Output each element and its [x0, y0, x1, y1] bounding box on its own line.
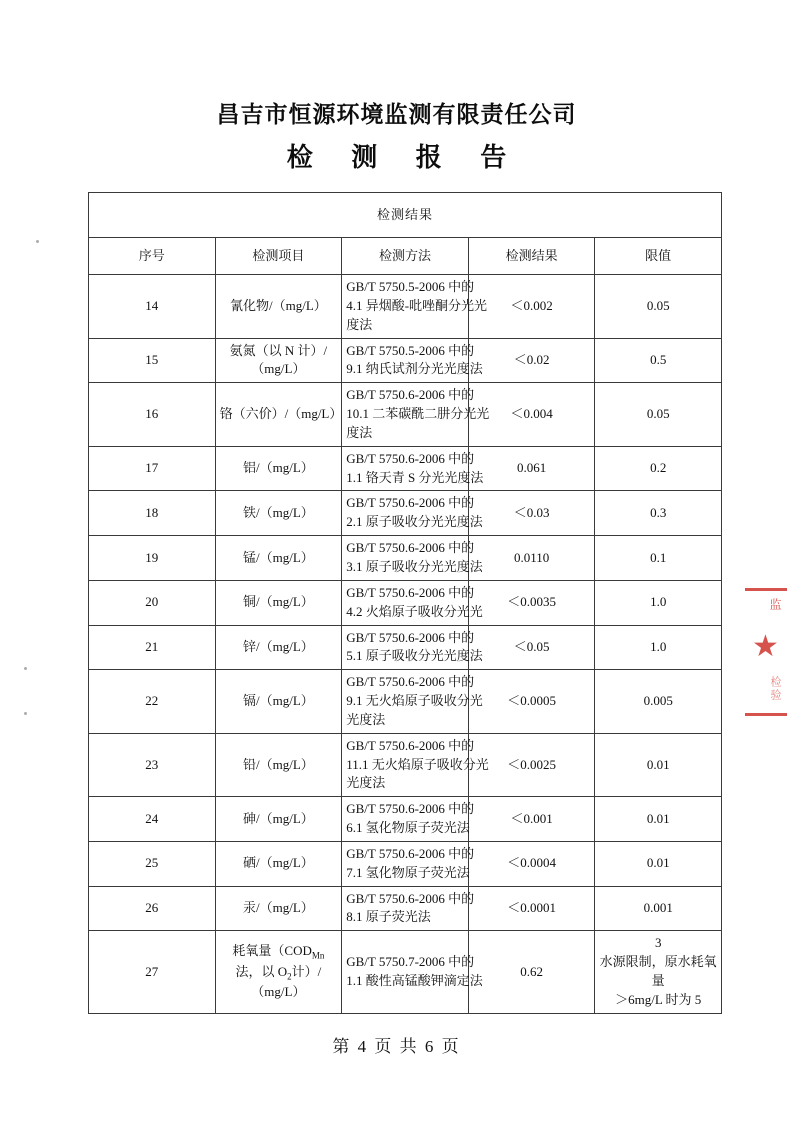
cell-result: 0.061: [468, 446, 595, 491]
table-row: [89, 580, 722, 625]
cell-method: [342, 580, 483, 625]
cell-no: 17: [89, 446, 216, 491]
cell-method: [342, 797, 475, 842]
cell-method: [342, 733, 489, 797]
report-title: 检 测 报 告: [286, 143, 523, 172]
method-line: GB/T 5750.6-2006 中的: [346, 845, 475, 861]
column-header-item: 检测项目: [215, 238, 342, 275]
method-line: 度法: [346, 424, 373, 440]
cell-limit: 1.0: [595, 625, 722, 670]
table-row: [89, 446, 722, 491]
limit-line: 量: [651, 973, 665, 988]
method-line: 4.2 火焰原子吸收分光光: [346, 603, 483, 619]
table-row: [89, 536, 722, 581]
table-caption: 检测结果: [89, 193, 722, 238]
cell-item: 耗氧量（$COD_{Mn}$法，以 $O_2$计）/（mg/L）: [215, 931, 342, 1013]
seal-text-bottom: 检验: [769, 676, 781, 702]
company-title: 昌吉市恒源环境监测有限责任公司: [216, 102, 577, 127]
cell-no: 21: [89, 625, 216, 670]
cell-item: 硒/（mg/L）: [215, 841, 342, 886]
table-row: [89, 338, 722, 383]
cell-no: 20: [89, 580, 216, 625]
seal-text-top: 监: [768, 598, 782, 613]
method-line: 7.1 氢化物原子荧光法: [346, 864, 470, 880]
method-line: 光度法: [346, 711, 386, 727]
method-line: GB/T 5750.5-2006 中的: [346, 279, 475, 294]
method-line: 9.1 纳氏试剂分光光度法: [346, 361, 483, 377]
table-row: [89, 383, 722, 447]
method-line: 度法: [346, 316, 373, 332]
cell-method: [342, 670, 483, 734]
method-line: GB/T 5750.6-2006 中的: [346, 674, 475, 690]
cell-method: [342, 625, 483, 670]
cell-result: ＜0.05: [468, 625, 595, 670]
cell-item: 氨氮（以 N 计）/（mg/L）: [215, 338, 342, 383]
table-row: [89, 797, 722, 842]
cell-method: [342, 841, 475, 886]
table-row: [89, 886, 722, 931]
cell-result: ＜0.0004: [468, 841, 595, 886]
cell-result: ＜0.0001: [468, 886, 595, 931]
test-results-table: [88, 192, 722, 1014]
column-header-limit: 限值: [595, 238, 722, 275]
method-line: GB/T 5750.6-2006 中的: [346, 387, 475, 403]
table-row: [89, 733, 722, 797]
seal-bar-bottom: [745, 713, 787, 716]
cell-limit: 0.001: [595, 886, 722, 931]
cell-no: 25: [89, 841, 216, 886]
cell-limit: 0.05: [595, 383, 722, 447]
cell-method: [342, 886, 475, 931]
cell-limit: 0.01: [595, 733, 722, 797]
table-row: [89, 491, 722, 536]
cell-result: ＜0.02: [468, 338, 595, 383]
table-row: [89, 275, 722, 339]
cell-no: 14: [89, 275, 216, 339]
cell-result: ＜0.001: [468, 797, 595, 842]
cell-no: 19: [89, 536, 216, 581]
table-row: [89, 670, 722, 734]
method-line: GB/T 5750.6-2006 中的: [346, 737, 475, 753]
method-line: 3.1 原子吸收分光光度法: [346, 558, 483, 574]
method-line: GB/T 5750.6-2006 中的: [346, 584, 475, 600]
official-seal: 监 ★ 检验: [745, 588, 791, 716]
cell-method: [342, 383, 490, 447]
method-line: GB/T 5750.5-2006 中的: [346, 342, 475, 358]
scan-artifact-dot: [36, 240, 39, 243]
method-line: GB/T 5750.6-2006 中的: [346, 801, 475, 817]
cell-item: 铁/（mg/L）: [215, 491, 342, 536]
method-line: GB/T 5750.6-2006 中的: [346, 890, 475, 906]
cell-item: 氰化物/（mg/L）: [215, 275, 342, 339]
table-header-row: [89, 238, 722, 275]
method-line: GB/T 5750.6-2006 中的: [346, 495, 475, 511]
method-line: 8.1 原子荧光法: [346, 909, 431, 925]
cell-limit: [595, 931, 722, 1013]
table-row: [89, 931, 722, 1013]
cell-limit: 0.005: [595, 670, 722, 734]
cell-no: 18: [89, 491, 216, 536]
cell-item: 铜/（mg/L）: [215, 580, 342, 625]
method-line: 10.1 二苯碳酰二肼分光光: [346, 406, 490, 422]
method-line: GB/T 5750.6-2006 中的: [346, 540, 475, 556]
cell-item: 铝/（mg/L）: [215, 446, 342, 491]
cell-no: 15: [89, 338, 216, 383]
cell-limit: 0.1: [595, 536, 722, 581]
method-line: 6.1 氢化物原子荧光法: [346, 820, 470, 836]
cell-no: 26: [89, 886, 216, 931]
cell-limit: 0.2: [595, 446, 722, 491]
cell-limit: 0.01: [595, 841, 722, 886]
cell-method: [342, 338, 483, 383]
table-row: [89, 841, 722, 886]
cell-item: 锰/（mg/L）: [215, 536, 342, 581]
column-header-no: 序号: [89, 238, 216, 275]
cell-method: [342, 275, 488, 339]
method-line: 1.1 铬天青 S 分光光度法: [346, 469, 484, 485]
seal-bar-top: [745, 588, 787, 591]
limit-line: 3: [654, 935, 662, 951]
method-line: GB/T 5750.7-2006 中的: [346, 954, 475, 970]
method-line: 9.1 无火焰原子吸收分光: [346, 693, 483, 709]
page-footer: 第 4 页 共 6 页: [332, 1037, 461, 1056]
cell-limit: 1.0: [595, 580, 722, 625]
cell-item: 砷/（mg/L）: [215, 797, 342, 842]
method-line: 11.1 无火焰原子吸收分光: [346, 756, 489, 772]
method-line: 1.1 酸性高锰酸钾滴定法: [346, 973, 483, 988]
scan-artifact-dot: [24, 712, 27, 715]
column-header-method: 检测方法: [342, 238, 469, 275]
cell-result: ＜0.0035: [468, 580, 595, 625]
column-header-result: 检测结果: [468, 238, 595, 275]
limit-line: ＞6mg/L 时为 5: [615, 991, 702, 1007]
cell-limit: 0.5: [595, 338, 722, 383]
cell-result: ＜0.004: [468, 383, 595, 447]
cell-result: ＜0.002: [468, 275, 595, 339]
cell-method: [342, 931, 483, 1013]
method-line: 4.1 异烟酸-吡唑酮分光光: [346, 297, 488, 313]
table-caption-row: [89, 193, 722, 238]
method-line: 2.1 原子吸收分光光度法: [346, 514, 483, 530]
cell-limit: 0.01: [595, 797, 722, 842]
limit-line: 水源限制，原水耗氧: [599, 954, 717, 970]
cell-method: [342, 536, 483, 581]
cell-limit: 0.05: [595, 275, 722, 339]
cell-no: 22: [89, 670, 216, 734]
cell-no: 24: [89, 797, 216, 842]
method-line: GB/T 5750.6-2006 中的: [346, 629, 475, 645]
cell-no: 16: [89, 383, 216, 447]
scan-artifact-dot: [24, 667, 27, 670]
cell-result: ＜0.0005: [468, 670, 595, 734]
cell-method: [342, 446, 484, 491]
method-line: 5.1 原子吸收分光光度法: [346, 648, 483, 664]
cell-no: 23: [89, 733, 216, 797]
cell-item: 铬（六价）/（mg/L）: [215, 383, 342, 447]
method-line: GB/T 5750.6-2006 中的: [346, 450, 475, 466]
cell-item: 铅/（mg/L）: [215, 733, 342, 797]
cell-result: 0.0110: [468, 536, 595, 581]
method-line: 光度法: [346, 775, 386, 791]
cell-no: 27: [89, 931, 216, 1013]
cell-item: 锌/（mg/L）: [215, 625, 342, 670]
cell-result: 0.62: [468, 931, 595, 1013]
cell-result: ＜0.03: [468, 491, 595, 536]
cell-item: 镉/（mg/L）: [215, 670, 342, 734]
table-row: [89, 625, 722, 670]
cell-method: [342, 491, 483, 536]
cell-limit: 0.3: [595, 491, 722, 536]
cell-result: ＜0.0025: [468, 733, 595, 797]
cell-item: 汞/（mg/L）: [215, 886, 342, 931]
